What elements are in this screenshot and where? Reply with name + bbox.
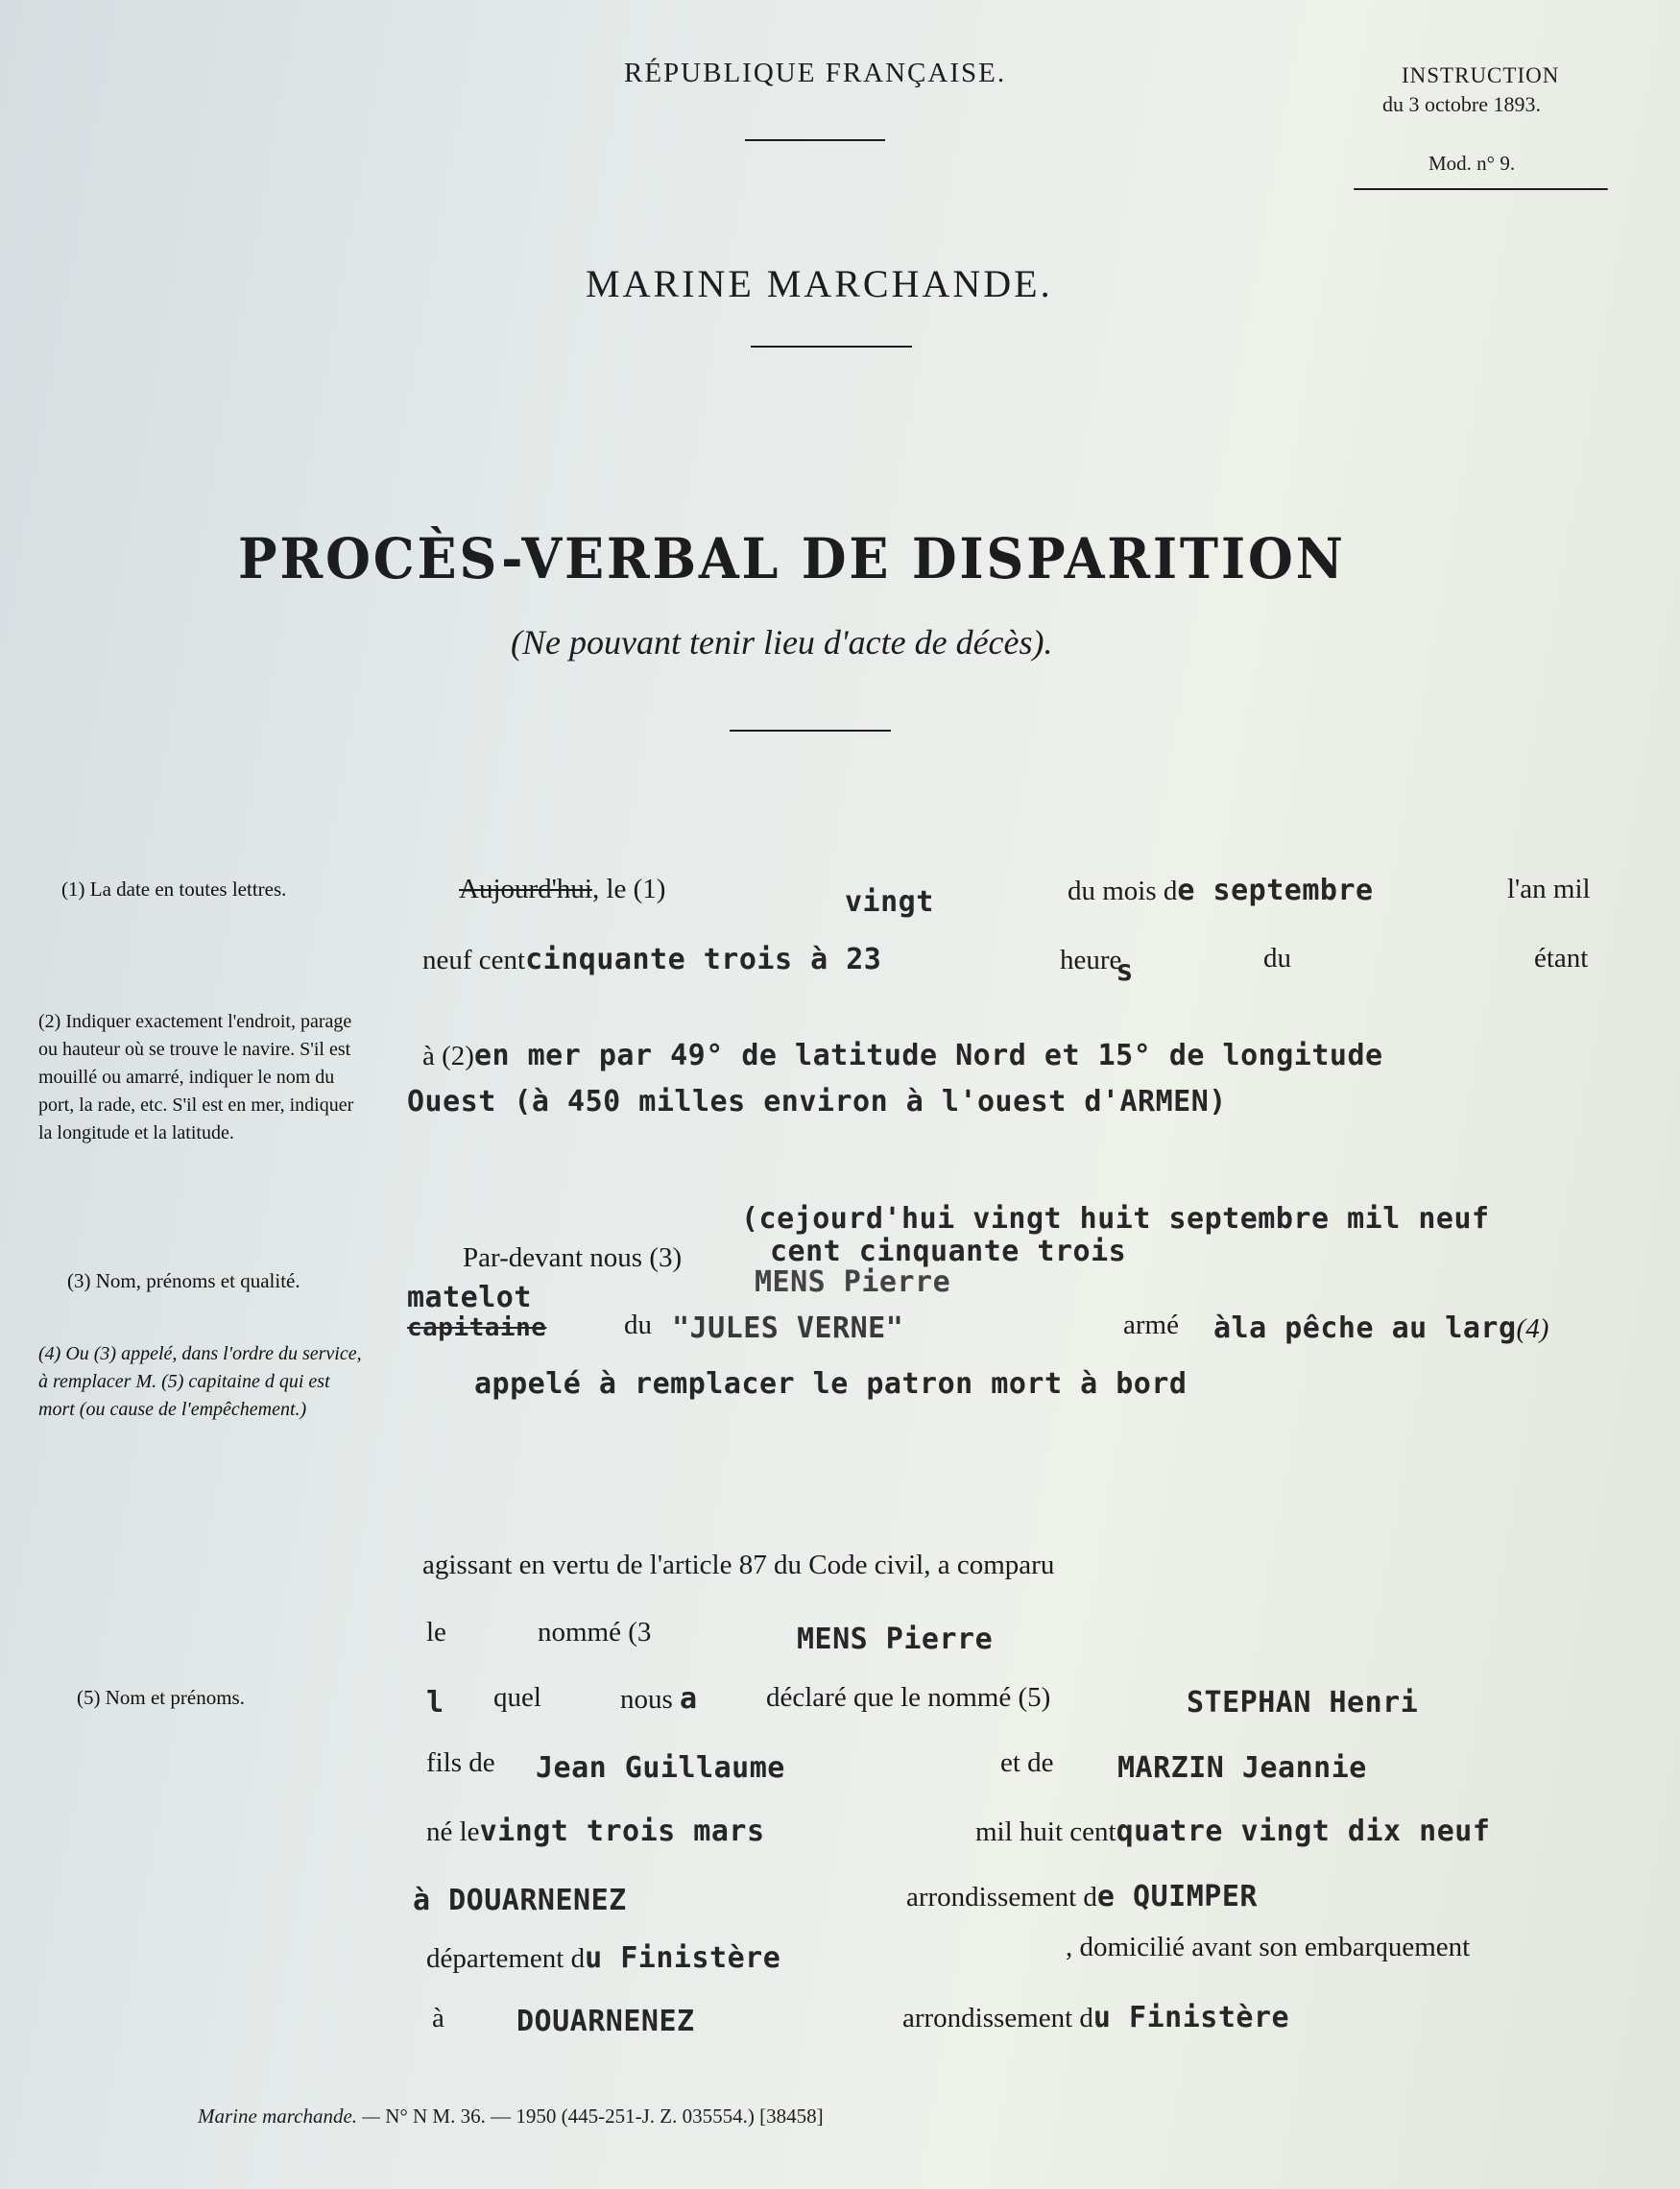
title-divider	[730, 730, 891, 732]
appointed-text: appelé à remplacer le patron mort à bord	[474, 1367, 1188, 1401]
note-4: (4) Ou (3) appelé, dans l'ordre du service, à remplacer M. (5) capitaine d qui est mort (ou cause de l'empêchement.)	[38, 1343, 362, 1420]
label-mil-huit-cent: mil huit cent	[975, 1816, 1116, 1847]
label-departement: département d	[426, 1943, 586, 1974]
departement-value: u Finistère	[585, 1941, 781, 1975]
birth-date: vingt trois mars	[479, 1815, 765, 1848]
witness-name: MENS Pierre	[755, 1265, 951, 1299]
written-date-line-2: cent cinquante trois	[770, 1235, 1127, 1268]
nous-a-typed: a	[680, 1682, 698, 1716]
footer-ref: N° N M. 36. — 1950 (445-251-J. Z. 035554.) [38458]	[385, 2105, 824, 2128]
birth-year: quatre vingt dix neuf	[1116, 1815, 1491, 1848]
ship-name: "JULES VERNE"	[672, 1311, 904, 1345]
domicile-place: DOUARNENEZ	[516, 2005, 695, 2038]
page-subtitle: (Ne pouvant tenir lieu d'acte de décès).	[511, 623, 1053, 662]
written-date-line-1: (cejourd'hui vingt huit septembre mil neuf	[741, 1202, 1490, 1236]
marine-divider	[751, 346, 912, 348]
location-line-2: Ouest (à 450 milles environ à l'ouest d'ARMEN)	[407, 1085, 1227, 1119]
birth-place: à DOUARNENEZ	[413, 1884, 627, 1917]
label-par-devant: Par-devant nous (3)	[463, 1242, 683, 1273]
witness-rank: matelot	[407, 1281, 532, 1314]
model-divider	[1354, 188, 1608, 190]
arrondissement-value: e QUIMPER	[1096, 1880, 1258, 1913]
label-nomme: nommé (3	[538, 1617, 652, 1648]
location-line-1: en mer par 49° de latitude Nord et 15° de longitude	[473, 1039, 1383, 1072]
crossed-capitaine: capitaine	[407, 1313, 547, 1342]
header-divider	[745, 139, 885, 141]
label-le-word: le	[426, 1617, 446, 1648]
republic-heading: RÉPUBLIQUE FRANÇAISE.	[624, 58, 1007, 88]
label-du-mois: du mois d	[1068, 876, 1178, 906]
label-an-mil: l'an mil	[1507, 874, 1591, 904]
label-domicile: , domicilié avant son embarquement	[1066, 1932, 1471, 1962]
arme-ref: (4)	[1516, 1313, 1549, 1344]
label-arme: armé	[1123, 1310, 1179, 1340]
marine-heading: MARINE MARCHANDE.	[586, 262, 1053, 305]
label-declare: déclaré que le nommé (5)	[766, 1682, 1051, 1713]
label-arrondissement: arrondissement d	[906, 1882, 1097, 1912]
label-nous: nous	[620, 1684, 673, 1715]
label-neuf-cent: neuf cent	[422, 945, 526, 975]
label-arrondissement-2: arrondissement d	[902, 2003, 1093, 2033]
label-ne-le: né le	[426, 1816, 480, 1847]
note-5: (5) Nom et prénoms.	[77, 1686, 245, 1709]
note-2: (2) Indiquer exactement l'endroit, parage ou hauteur où se trouve le navire. S'il est mouillé ou amarré, indiquer le nom du port, la rade, etc. S'il est en mer, indiquer la longitude et la latitude.	[38, 1011, 354, 1143]
label-ship-du: du	[624, 1310, 652, 1340]
mother-name: MARZIN Jeannie	[1117, 1751, 1367, 1785]
day-value: vingt	[845, 885, 934, 919]
label-agissant: agissant en vertu de l'article 87 du Code civil, a comparu	[422, 1550, 1055, 1580]
label-etant: étant	[1534, 943, 1589, 974]
arrondissement2-value: u Finistère	[1092, 2001, 1290, 2034]
instruction-label: INSTRUCTION	[1402, 63, 1560, 87]
crossed-aujourdhui: Aujourd'hui	[459, 874, 592, 904]
model-number: Mod. n° 9.	[1428, 152, 1516, 175]
footer-left: Marine marchande. —	[198, 2105, 380, 2128]
lequel-start: l	[426, 1686, 444, 1720]
label-et-de: et de	[1000, 1747, 1054, 1778]
label-du: du	[1263, 943, 1291, 974]
label-a2: à (2)	[422, 1041, 474, 1071]
note-1: (1) La date en toutes lettres.	[61, 878, 287, 901]
month-value: e septembre	[1177, 874, 1374, 907]
note-3: (3) Nom, prénoms et qualité.	[67, 1269, 300, 1292]
label-fils-de: fils de	[426, 1747, 495, 1778]
label-le: , le (1)	[591, 874, 666, 904]
father-name: Jean Guillaume	[536, 1751, 785, 1785]
label-heure: heure	[1060, 945, 1122, 975]
arme-value: àla pêche au larg	[1213, 1311, 1517, 1345]
missing-name: STEPHAN Henri	[1187, 1686, 1419, 1720]
heure-suffix: s	[1116, 954, 1134, 988]
year-value: cinquante trois à 23	[525, 943, 882, 976]
label-a: à	[432, 2003, 444, 2033]
label-lequel: quel	[493, 1682, 541, 1713]
page-title: PROCÈS-VERBAL DE DISPARITION	[238, 526, 1346, 591]
comparant-name: MENS Pierre	[797, 1623, 994, 1656]
instruction-date: du 3 octobre 1893.	[1382, 92, 1541, 116]
